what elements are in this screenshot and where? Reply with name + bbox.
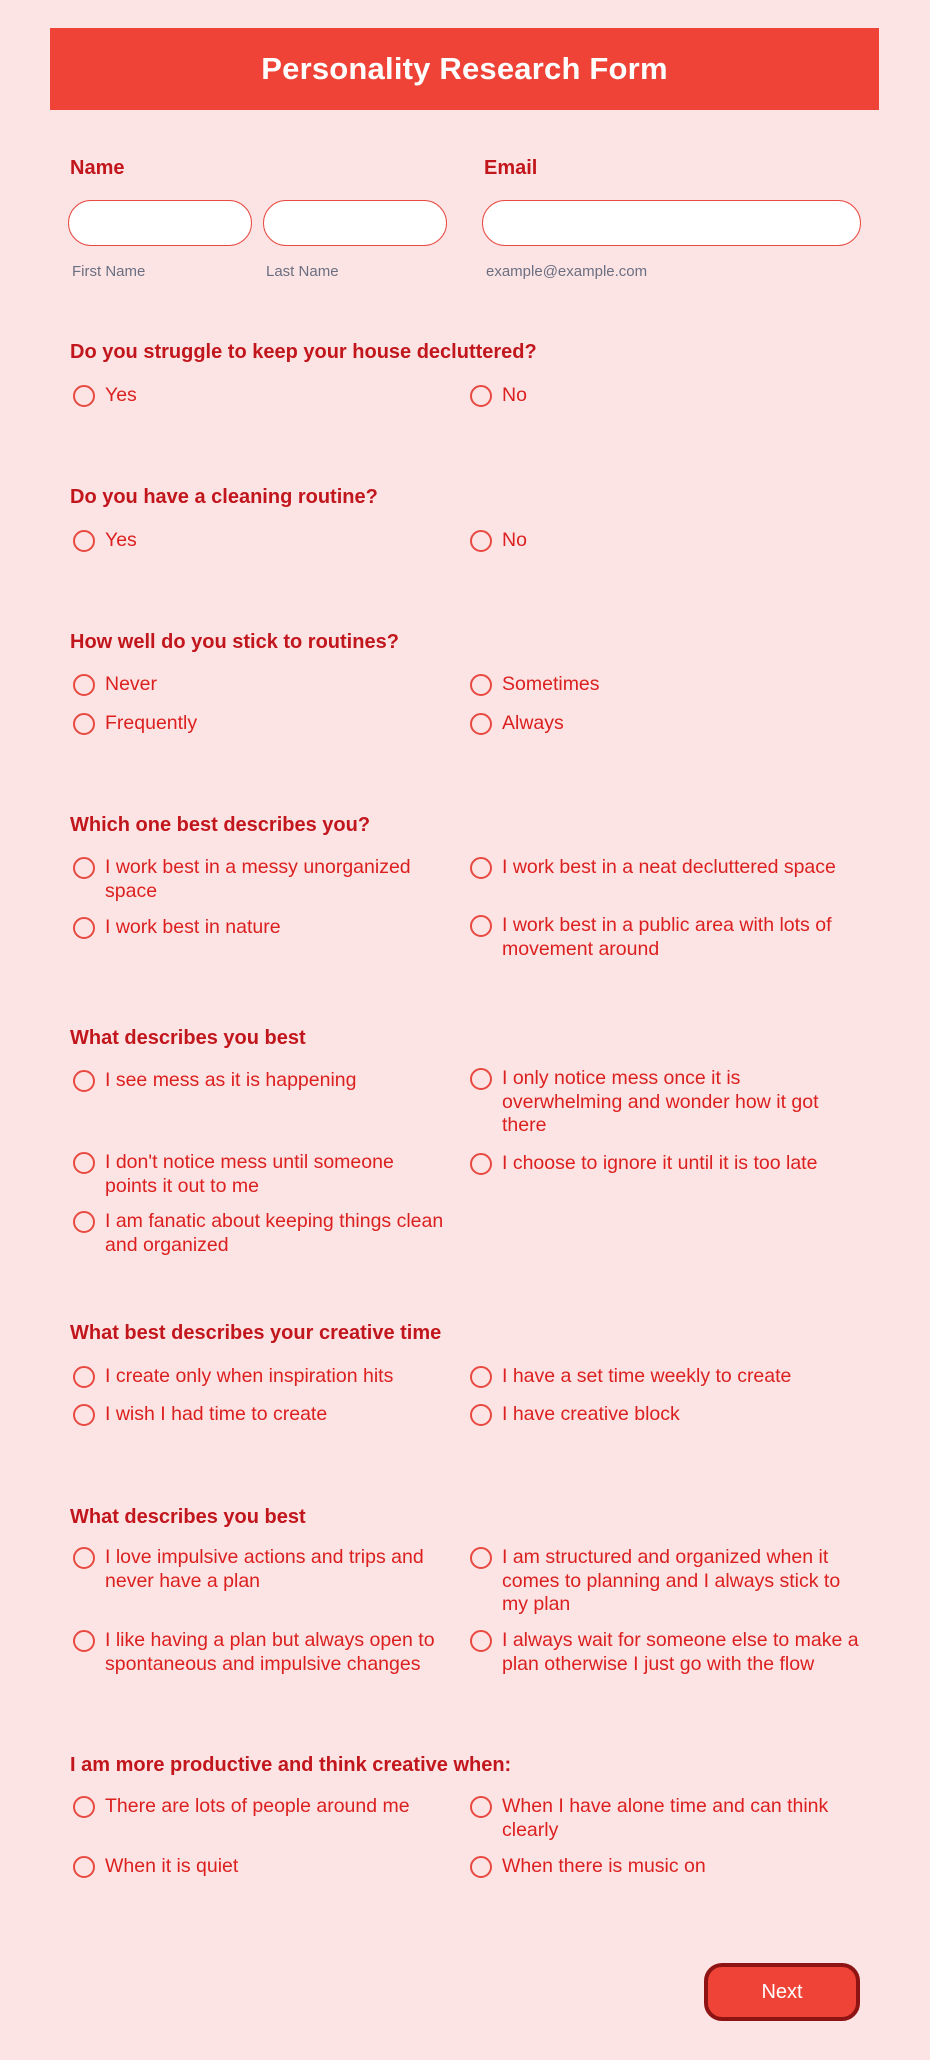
- radio-button[interactable]: [470, 1630, 492, 1652]
- q8-option-1[interactable]: There are lots of people around me: [73, 1795, 453, 1819]
- radio-button[interactable]: [73, 1630, 95, 1652]
- q3-option-frequently[interactable]: Frequently: [73, 712, 453, 736]
- question-3-title: How well do you stick to routines?: [70, 631, 399, 653]
- q1-option-no[interactable]: No: [470, 384, 850, 408]
- radio-button[interactable]: [73, 1404, 95, 1426]
- email-label: Email: [484, 157, 538, 179]
- radio-button[interactable]: [470, 1153, 492, 1175]
- q6-option-1[interactable]: I create only when inspiration hits: [73, 1365, 453, 1389]
- radio-button[interactable]: [470, 1366, 492, 1388]
- radio-button[interactable]: [73, 1152, 95, 1174]
- radio-button[interactable]: [73, 917, 95, 939]
- radio-button[interactable]: [470, 385, 492, 407]
- q4-option-4[interactable]: I work best in a public area with lots of movement around: [470, 914, 850, 961]
- radio-button[interactable]: [73, 1211, 95, 1233]
- q4-option-1[interactable]: I work best in a messy unorganized space: [73, 856, 433, 903]
- q7-option-2[interactable]: I am structured and organized when it comes to planning and I always stick to my plan: [470, 1546, 860, 1617]
- radio-button[interactable]: [73, 530, 95, 552]
- radio-button[interactable]: [73, 385, 95, 407]
- radio-button[interactable]: [470, 1796, 492, 1818]
- radio-button[interactable]: [470, 915, 492, 937]
- radio-button[interactable]: [470, 1068, 492, 1090]
- q5-option-5[interactable]: I am fanatic about keeping things clean and organized: [73, 1210, 463, 1257]
- radio-button[interactable]: [470, 530, 492, 552]
- q3-option-never[interactable]: Never: [73, 673, 453, 697]
- question-5-title: What describes you best: [70, 1027, 306, 1049]
- q6-option-4[interactable]: I have creative block: [470, 1403, 850, 1427]
- question-1-title: Do you struggle to keep your house decluttered?: [70, 341, 537, 363]
- radio-button[interactable]: [73, 1366, 95, 1388]
- radio-button[interactable]: [73, 857, 95, 879]
- question-8-title: I am more productive and think creative when:: [70, 1754, 512, 1776]
- radio-button[interactable]: [73, 674, 95, 696]
- first-name-input[interactable]: [68, 200, 252, 246]
- email-caption: example@example.com: [486, 263, 648, 280]
- q1-option-yes[interactable]: Yes: [73, 384, 453, 408]
- radio-button[interactable]: [470, 674, 492, 696]
- radio-button[interactable]: [470, 1547, 492, 1569]
- q5-option-1[interactable]: I see mess as it is happening: [73, 1069, 453, 1093]
- last-name-caption: Last Name: [266, 263, 339, 280]
- q8-option-3[interactable]: When it is quiet: [73, 1855, 453, 1879]
- next-button[interactable]: Next: [704, 1963, 860, 2021]
- q5-option-4[interactable]: I choose to ignore it until it is too late: [470, 1152, 850, 1176]
- question-7-title: What describes you best: [70, 1506, 306, 1528]
- radio-button[interactable]: [73, 1070, 95, 1092]
- radio-button[interactable]: [73, 1547, 95, 1569]
- q7-option-3[interactable]: I like having a plan but always open to spontaneous and impulsive changes: [73, 1629, 443, 1676]
- radio-button[interactable]: [470, 1856, 492, 1878]
- first-name-caption: First Name: [72, 263, 146, 280]
- radio-button[interactable]: [73, 1796, 95, 1818]
- email-input[interactable]: [482, 200, 861, 246]
- radio-button[interactable]: [470, 857, 492, 879]
- radio-button[interactable]: [73, 1856, 95, 1878]
- last-name-input[interactable]: [263, 200, 447, 246]
- question-6-title: What best describes your creative time: [70, 1322, 442, 1344]
- q3-option-sometimes[interactable]: Sometimes: [470, 673, 850, 697]
- radio-button[interactable]: [73, 713, 95, 735]
- q5-option-2[interactable]: I only notice mess once it is overwhelming and wonder how it got there: [470, 1067, 850, 1138]
- q4-option-2[interactable]: I work best in a neat decluttered space: [470, 856, 860, 880]
- form-title: Personality Research Form: [261, 51, 668, 86]
- q2-option-yes[interactable]: Yes: [73, 529, 453, 553]
- q3-option-always[interactable]: Always: [470, 712, 850, 736]
- q8-option-2[interactable]: When I have alone time and can think clearly: [470, 1795, 840, 1842]
- question-4-title: Which one best describes you?: [70, 814, 371, 836]
- q8-option-4[interactable]: When there is music on: [470, 1855, 850, 1879]
- question-2-title: Do you have a cleaning routine?: [70, 486, 378, 508]
- radio-button[interactable]: [470, 713, 492, 735]
- name-label: Name: [70, 157, 125, 179]
- q4-option-3[interactable]: I work best in nature: [73, 916, 433, 940]
- q7-option-1[interactable]: I love impulsive actions and trips and never have a plan: [73, 1546, 443, 1593]
- q2-option-no[interactable]: No: [470, 529, 850, 553]
- radio-button[interactable]: [470, 1404, 492, 1426]
- q6-option-2[interactable]: I have a set time weekly to create: [470, 1365, 860, 1389]
- form-header: [50, 28, 879, 110]
- q6-option-3[interactable]: I wish I had time to create: [73, 1403, 453, 1427]
- q5-option-3[interactable]: I don't notice mess until someone points it out to me: [73, 1151, 433, 1198]
- q7-option-4[interactable]: I always wait for someone else to make a plan otherwise I just go with the flow: [470, 1629, 860, 1676]
